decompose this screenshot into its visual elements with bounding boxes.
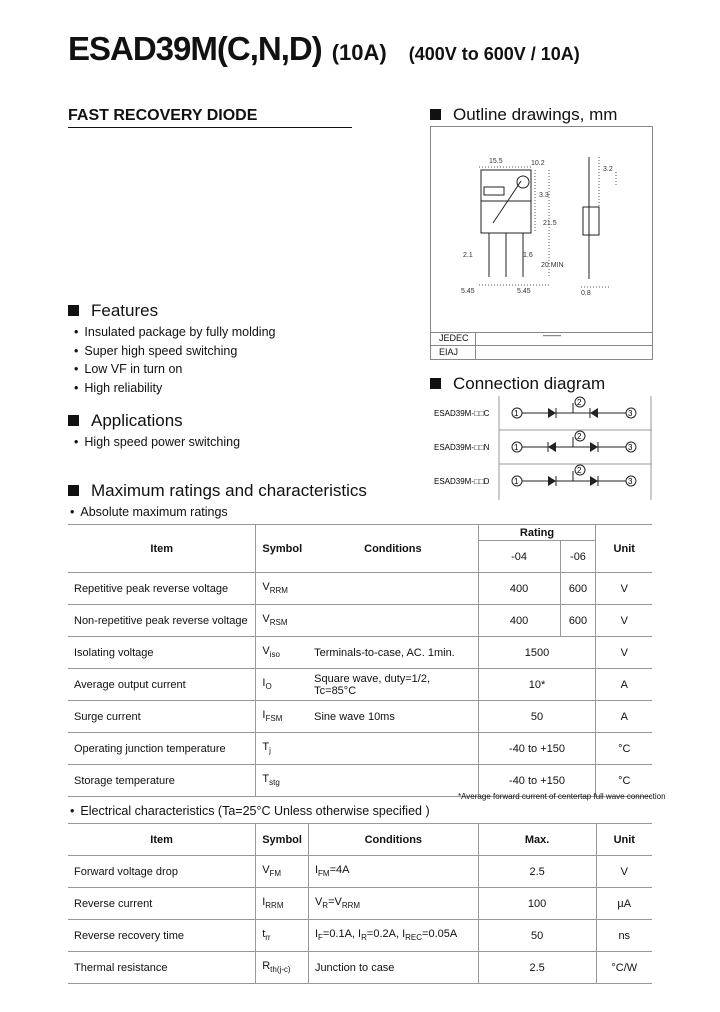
bullet-square-icon [430,378,441,389]
bullet-square-icon [68,305,79,316]
ratings-heading [68,481,367,501]
voltage-range: (400V to 600V / 10A) [408,44,580,64]
connection-diagram [430,396,652,500]
dim-tab: 3.3 [539,192,549,199]
features-heading-text: Features [91,301,159,320]
col-conditions: Conditions [308,824,478,856]
connection-label-c: ESAD39M-□□C [434,409,490,418]
part-number: ESAD39M(C,N,D) [68,30,322,67]
applications-heading [68,411,183,431]
outline-drawing-box [430,126,653,360]
connection-heading [430,374,605,394]
dim-pitch-2: 5.45 [517,288,531,295]
table-row: Repetitive peak reverse voltage $V_{RRM}$ 400 600 V [68,573,652,605]
dim-body-height: 21.5 [543,220,557,227]
dim-width: 15.5 [489,158,503,165]
connection-label-d: ESAD39M-□□D [434,477,490,486]
connection-label-n: ESAD39M-□□N [434,443,490,452]
col-conditions: Conditions [308,525,478,573]
electrical-table [68,823,652,984]
dim-pin-offset: 2.1 [463,252,473,259]
dim-thickness: 3.2 [603,166,613,173]
dim-pitch-1: 5.45 [461,288,475,295]
table-row: Operating junction temperature $T_j$ -40 to +150 °C [68,733,652,765]
electrical-subheading-text: • Electrical characteristics (Ta=25°C Unless otherwise specified ) [70,802,430,821]
jedec-label: JEDEC [439,333,469,343]
list-item: • Super high speed switching [74,342,275,361]
bullet-square-icon [430,109,441,120]
col-unit: Unit [596,824,652,856]
bullet-square-icon [68,415,79,426]
table-row: Non-repetitive peak reverse voltage $V_{RSM}$ 400 600 V [68,605,652,637]
col-rating-04: -04 [478,541,560,573]
ratings-table [68,524,652,797]
abs-max-subheading [70,503,228,522]
features-heading [68,301,158,321]
eiaj-label: EIAJ [439,347,459,357]
electrical-subheading [70,802,430,821]
applications-list [74,433,240,452]
col-item: Item [68,824,256,856]
list-item: • High speed power switching [74,433,240,452]
features-list [74,323,275,397]
col-rating-06: -06 [560,541,596,573]
pin-3: 3 [628,409,633,418]
pin-2: 2 [577,466,582,475]
dim-lead-thickness: 0.8 [581,290,591,297]
pin-1: 1 [514,477,519,486]
page-title [68,30,580,68]
table-row: Isolating voltage $V_{iso}$ Terminals-to-case, AC. 1min. 1500 V [68,637,652,669]
pin-2: 2 [577,432,582,441]
outline-drawing [431,127,652,333]
table-row: Forward voltage drop $V_{FM}$ $I_{FM}=4A$ 2.5 V [68,856,652,888]
footnote: *Average forward current of centertap full wave connection [458,792,666,801]
list-item: • Insulated package by fully molding [74,323,275,342]
col-symbol: Symbol [256,824,309,856]
abs-max-subheading-text: • Absolute maximum ratings [70,503,228,522]
dim-hole: 10.2 [531,160,545,167]
dim-pin-width: 1.6 [523,252,533,259]
pin-3: 3 [628,477,633,486]
col-item: Item [68,525,256,573]
pin-3: 3 [628,443,633,452]
table-row: Reverse recovery time $t_{rr}$ $I_F=0.1A$, $I_R=0.2A$, $I_{REC}=0.05A$ 50 ns [68,920,652,952]
current-rating: (10A) [331,40,387,65]
ratings-heading-text: Maximum ratings and characteristics [91,481,367,500]
col-max: Max. [478,824,596,856]
list-item: • High reliability [74,379,275,398]
pin-1: 1 [514,409,519,418]
table-row: Average output current $I_O$ Square wave, duty=1/2, Tc=85°C 10* A [68,669,652,701]
connection-heading-text: Connection diagram [453,374,606,393]
table-row: Storage temperature $T_{stg}$ -40 to +150 °C [68,765,652,797]
outline-heading-text: Outline drawings, mm [453,105,618,124]
pin-1: 1 [514,443,519,452]
applications-heading-text: Applications [91,411,183,430]
pin-2: 2 [577,398,582,407]
list-item: • Low VF in turn on [74,360,275,379]
col-rating: Rating [478,525,596,541]
table-row: Surge current $I_{FSM}$ Sine wave 10ms 50 A [68,701,652,733]
outline-heading [430,105,617,125]
col-symbol: Symbol [256,525,308,573]
table-row: Thermal resistance $R_{th(j-c)}$ Junction to case 2.5 °C/W [68,952,652,984]
device-type: FAST RECOVERY DIODE [68,107,352,128]
table-row: Reverse current $I_{RRM}$ $V_R=V_{RRM}$ 100 µA [68,888,652,920]
jedec-value: —— [543,330,561,340]
col-unit: Unit [596,525,652,573]
bullet-square-icon [68,485,79,496]
dim-lead-length: 20 MIN [541,262,564,269]
